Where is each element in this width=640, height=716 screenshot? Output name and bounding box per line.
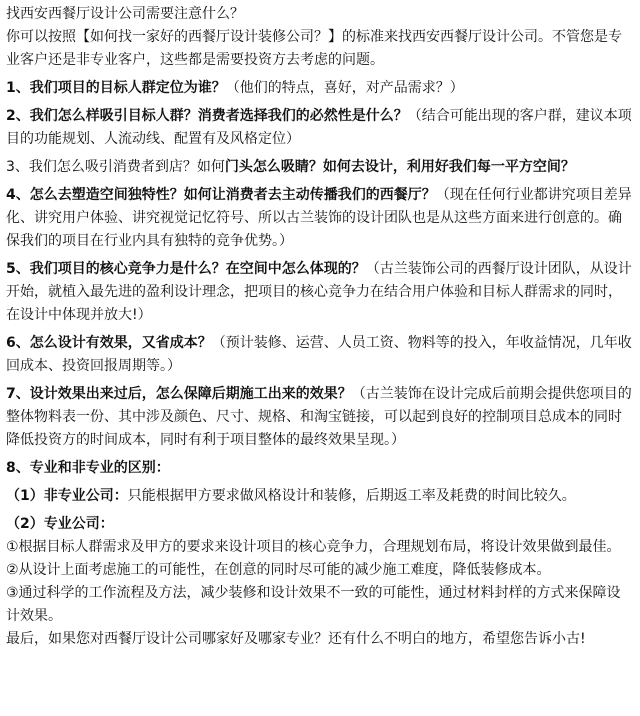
professional-point-2: [6, 559, 634, 582]
question-7-heading: 7、设计效果出来过后，怎么保障后期施工出来的效果？: [6, 386, 352, 402]
professional-point-1-text: ①根据目标人群需求及甲方的要求来设计项目的核心竞争力，合理规划布局，将设计效果做到最佳。: [6, 539, 621, 555]
question-5-text: （古兰装饰公司的西餐厅设计团队，从设计开始，就植入最先进的盈利设计理念，把项目的核心竞争力在结合用户体验和目标人群需求的同时，在设计中体现并放大!）: [6, 261, 632, 323]
question-7-text: （古兰装饰在设计完成后前期会提供您项目的整体物料表一份、其中涉及颜色、尺寸、规格、和淘宝链接，可以起到良好的控制项目总成本的同时降低投资方的时间成本，同时有利于项目整体的最终效果呈现。）: [6, 386, 632, 448]
professional-point-3-text: ③通过科学的工作流程及方法，减少装修和设计效果不一致的可能性，通过材料封样的方式来保障设计效果。: [6, 585, 621, 624]
intro-paragraph: [6, 26, 634, 72]
non-professional-text: 只能根据甲方要求做风格设计和装修，后期返工率及耗费的时间比较久。: [127, 488, 576, 504]
professional-heading: [6, 513, 634, 536]
question-5: [6, 258, 634, 327]
professional-heading-text: （2）专业公司：: [6, 516, 114, 532]
question-8-heading: [6, 457, 634, 480]
intro-text: 你可以按照【如何找一家好的西餐厅设计装修公司？】的标准来找西安西餐厅设计公司。不管您是专业客户还是非专业客户，这些都是需要投资方去考虑的问题。: [6, 29, 622, 68]
question-1: [6, 77, 634, 100]
question-5-heading: 5、我们项目的核心竞争力是什么？在空间中怎么体现的？: [6, 261, 366, 277]
question-3-heading: 门头怎么吸睛？如何去设计，利用好我们每一平方空间？: [224, 159, 575, 175]
title-text: 找西安西餐厅设计公司需要注意什么？: [6, 6, 244, 22]
non-professional-paragraph: [6, 485, 634, 508]
question-4-text: （现在任何行业都讲究项目差异化、讲究用户体验、讲究视觉记忆符号、所以古兰装饰的设计团队也是从这些方面来进行创意的。确保我们的项目在行业内具有独特的竞争优势。）: [6, 187, 632, 249]
question-3: [6, 156, 634, 179]
question-4-heading: 4、怎么去塑造空间独特性？如何让消费者去主动传播我们的西餐厅？: [6, 187, 436, 203]
question-8-text: 8、专业和非专业的区别：: [6, 460, 170, 476]
question-4: [6, 184, 634, 253]
question-6-heading: 6、怎么设计有效果，又省成本？: [6, 335, 212, 351]
question-2-heading: 2、我们怎么样吸引目标人群？消费者选择我们的必然性是什么？: [6, 108, 408, 124]
professional-point-2-text: ②从设计上面考虑施工的可能性，在创意的同时尽可能的减少施工难度，降低装修成本。: [6, 562, 551, 578]
question-6: [6, 332, 634, 378]
question-7: [6, 383, 634, 452]
professional-point-1: [6, 536, 634, 559]
closing-text: 最后，如果您对西餐厅设计公司哪家好及哪家专业？还有什么不明白的地方，希望您告诉小古!: [6, 631, 586, 647]
article-title: [6, 3, 634, 26]
question-1-text: （他们的特点，喜好，对产品需求？）: [225, 80, 464, 96]
question-3-text: 3、我们怎么吸引消费者到店？如何: [6, 159, 225, 175]
question-6-text: （预计装修、运营、人员工资、物料等的投入，年收益情况，几年收回成本、投资回报周期等。）: [6, 335, 632, 374]
non-professional-heading: （1）非专业公司：: [6, 488, 128, 504]
professional-point-3: [6, 582, 634, 628]
closing-paragraph: [6, 628, 634, 651]
question-2: [6, 105, 634, 151]
question-1-heading: 1、我们项目的目标人群定位为谁？: [6, 80, 226, 96]
question-2-text: （结合可能出现的客户群，建议本项目的功能规划、人流动线、配置有及风格定位）: [6, 108, 632, 147]
